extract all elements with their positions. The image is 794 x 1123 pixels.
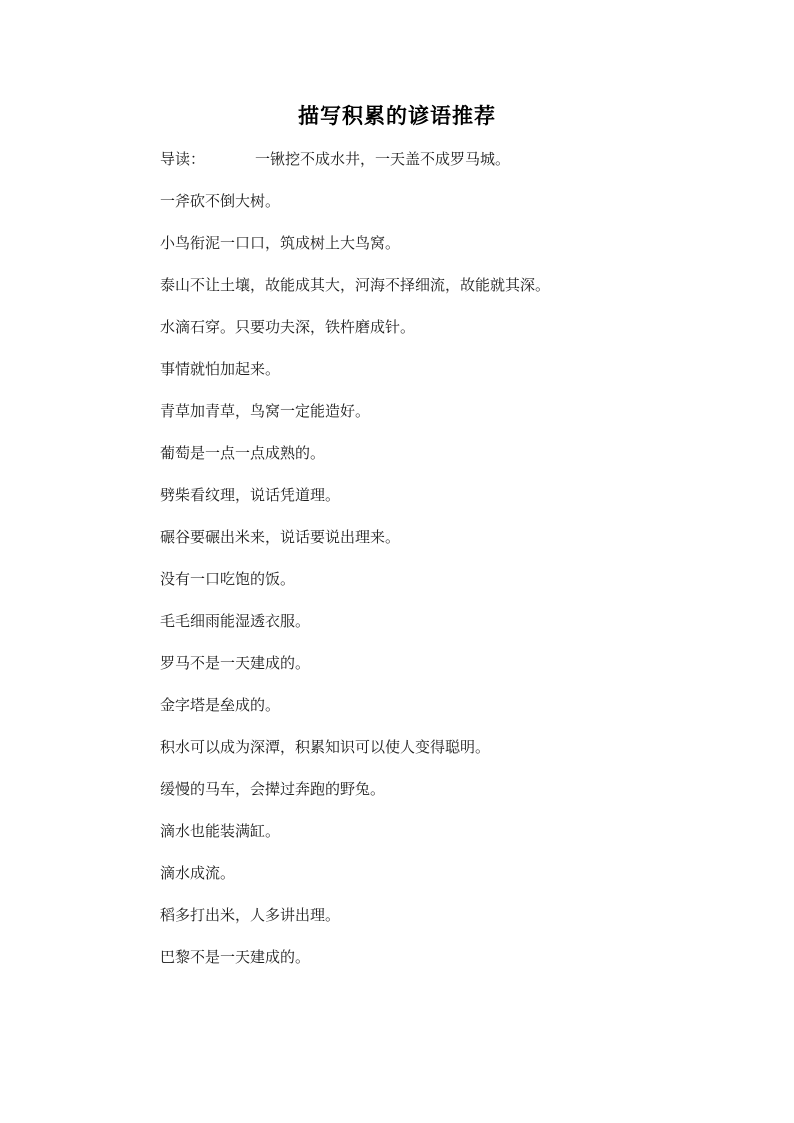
intro-line bbox=[160, 146, 720, 188]
proverb-line: 毛毛细雨能湿透衣服。 bbox=[160, 612, 311, 630]
proverb-line: 事情就怕加起来。 bbox=[160, 360, 281, 378]
intro-text: 一锹挖不成水井，一天盖不成罗马城。 bbox=[255, 150, 511, 168]
page-title: 描写积累的谚语推荐 bbox=[298, 103, 496, 128]
proverb-list bbox=[160, 146, 720, 986]
proverb-line: 没有一口吃饱的饭。 bbox=[160, 570, 296, 588]
intro-label: 导读： bbox=[160, 150, 206, 168]
proverb-line: 缓慢的马车，会撵过奔跑的野兔。 bbox=[160, 780, 386, 798]
proverb-line: 金字塔是垒成的。 bbox=[160, 696, 281, 714]
proverb-line: 劈柴看纹理，说话凭道理。 bbox=[160, 486, 341, 504]
proverb-line: 滴水成流。 bbox=[160, 864, 236, 882]
proverb-line: 青草加青草，鸟窝一定能造好。 bbox=[160, 402, 371, 420]
proverb-line: 一斧砍不倒大树。 bbox=[160, 192, 281, 210]
proverb-line: 水滴石穿。只要功夫深，铁杵磨成针。 bbox=[160, 318, 416, 336]
proverb-line: 泰山不让土壤，故能成其大，河海不择细流，故能就其深。 bbox=[160, 276, 551, 294]
proverb-line: 巴黎不是一天建成的。 bbox=[160, 948, 311, 966]
proverb-line: 碾谷要碾出米来，说话要说出理来。 bbox=[160, 528, 401, 546]
proverb-line: 稻多打出米，人多讲出理。 bbox=[160, 906, 341, 924]
proverb-line: 积水可以成为深潭，积累知识可以使人变得聪明。 bbox=[160, 738, 491, 756]
proverb-line: 滴水也能装满缸。 bbox=[160, 822, 281, 840]
proverb-line: 罗马不是一天建成的。 bbox=[160, 654, 311, 672]
proverb-line: 小鸟衔泥一口口，筑成树上大鸟窝。 bbox=[160, 234, 401, 252]
proverb-line: 葡萄是一点一点成熟的。 bbox=[160, 444, 326, 462]
